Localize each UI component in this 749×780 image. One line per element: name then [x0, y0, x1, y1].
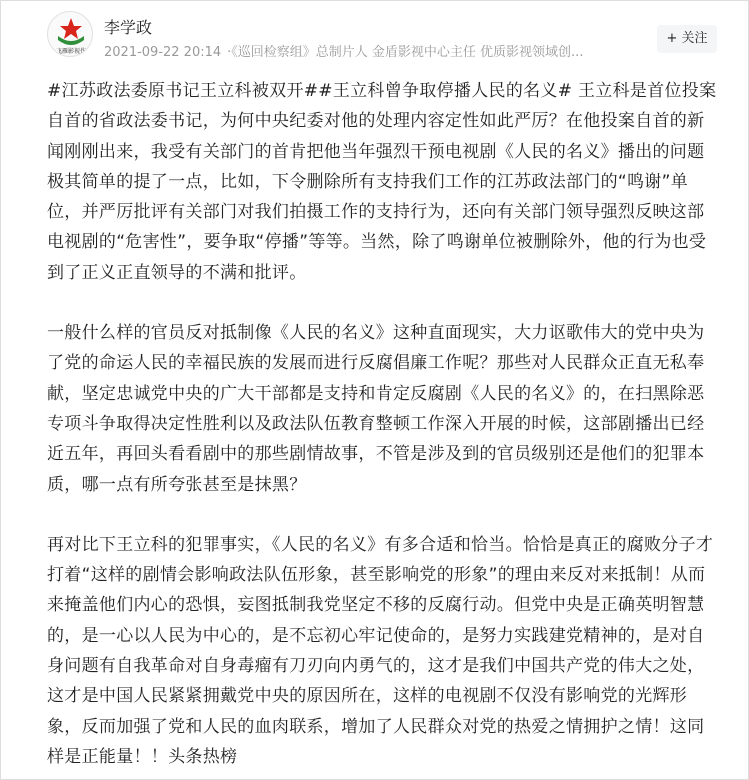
post-timestamp: 2021-09-22 20:14	[104, 45, 222, 60]
logo-text: 飞雁影视作	[55, 48, 87, 55]
logo-icon	[48, 12, 93, 57]
post-paragraph: 再对比下王立科的犯罪事实，《人民的名义》有多合适和恰当。恰恰是真正的腐败分子才打着“这样的剧情会影响政法队伍形象，甚至影响党的形象”的理由来反对来抵制！从而来掩盖他们内心的恐惧，妄图抵制我党坚定不移的反腐行动。但党中央是正确英明智慧的，是一心以人民为中心的，是不忘初心牢记使命的，是努力实践建党精神的，是对自身问题有自我革命对自身毒瘤有刀刃向内勇气的，这才是我们中国共产党的伟大之处，这才是中国人民紧紧拥戴党中央的原因所在，这样的电视剧不仅没有影响党的光辉形象，反而加强了党和人民的血肉联系，增加了人民群众对党的热爱之情拥护之情！这同样是正能量！！头条热榜	[47, 534, 714, 767]
follow-button[interactable]: + 关注	[657, 25, 717, 53]
post-meta	[104, 41, 624, 60]
post-header	[47, 11, 727, 67]
avatar[interactable]	[47, 11, 93, 57]
post-paragraph: 一般什么样的官员反对抵制像《人民的名义》这种直面现实，大力讴歌伟大的党中央为了党的命运人民的幸福民族的发展而进行反腐倡廉工作呢？那些对人民群众正直无私奉献，坚定忠诚党中央的广大干部都是支持和肯定反腐剧《人民的名义》的，在扫黑除恶专项斗争取得决定性胜利以及政法队伍教育整顿工作深入开展的时候，这部剧播出已经近五年，再回头看看剧中的那些剧情故事，不管是涉及到的官员级别还是他们的犯罪本质，哪一点有所夸张甚至是抹黑？	[47, 323, 705, 495]
author-bio: ·《巡回检察组》总制片人 金盾影视中心主任 优质影视领域创...	[227, 45, 584, 60]
post-content	[47, 76, 717, 772]
author-name[interactable]: 李学政	[104, 18, 153, 37]
post-paragraph: #江苏政法委原书记王立科被双开##王立科曾争取停播人民的名义# 王立科是首位投案自首的省政法委书记，为何中央纪委对他的处理内容定性如此严厉？在他投案自首的新闻刚刚出来，我受有关部门的首肯把他当年强烈干预电视剧《人民的名义》播出的问题极其简单的提了一点，比如，下令删除所有支持我们工作的江苏政法部门的“鸣谢”单位，并严厉批评有关部门对我们拍摄工作的支持行为，还向有关部门领导强烈反映这部电视剧的“危害性”，要争取“停播”等等。当然，除了鸣谢单位被删除外，他的行为也受到了正义正直领导的不满和批评。	[47, 81, 717, 283]
